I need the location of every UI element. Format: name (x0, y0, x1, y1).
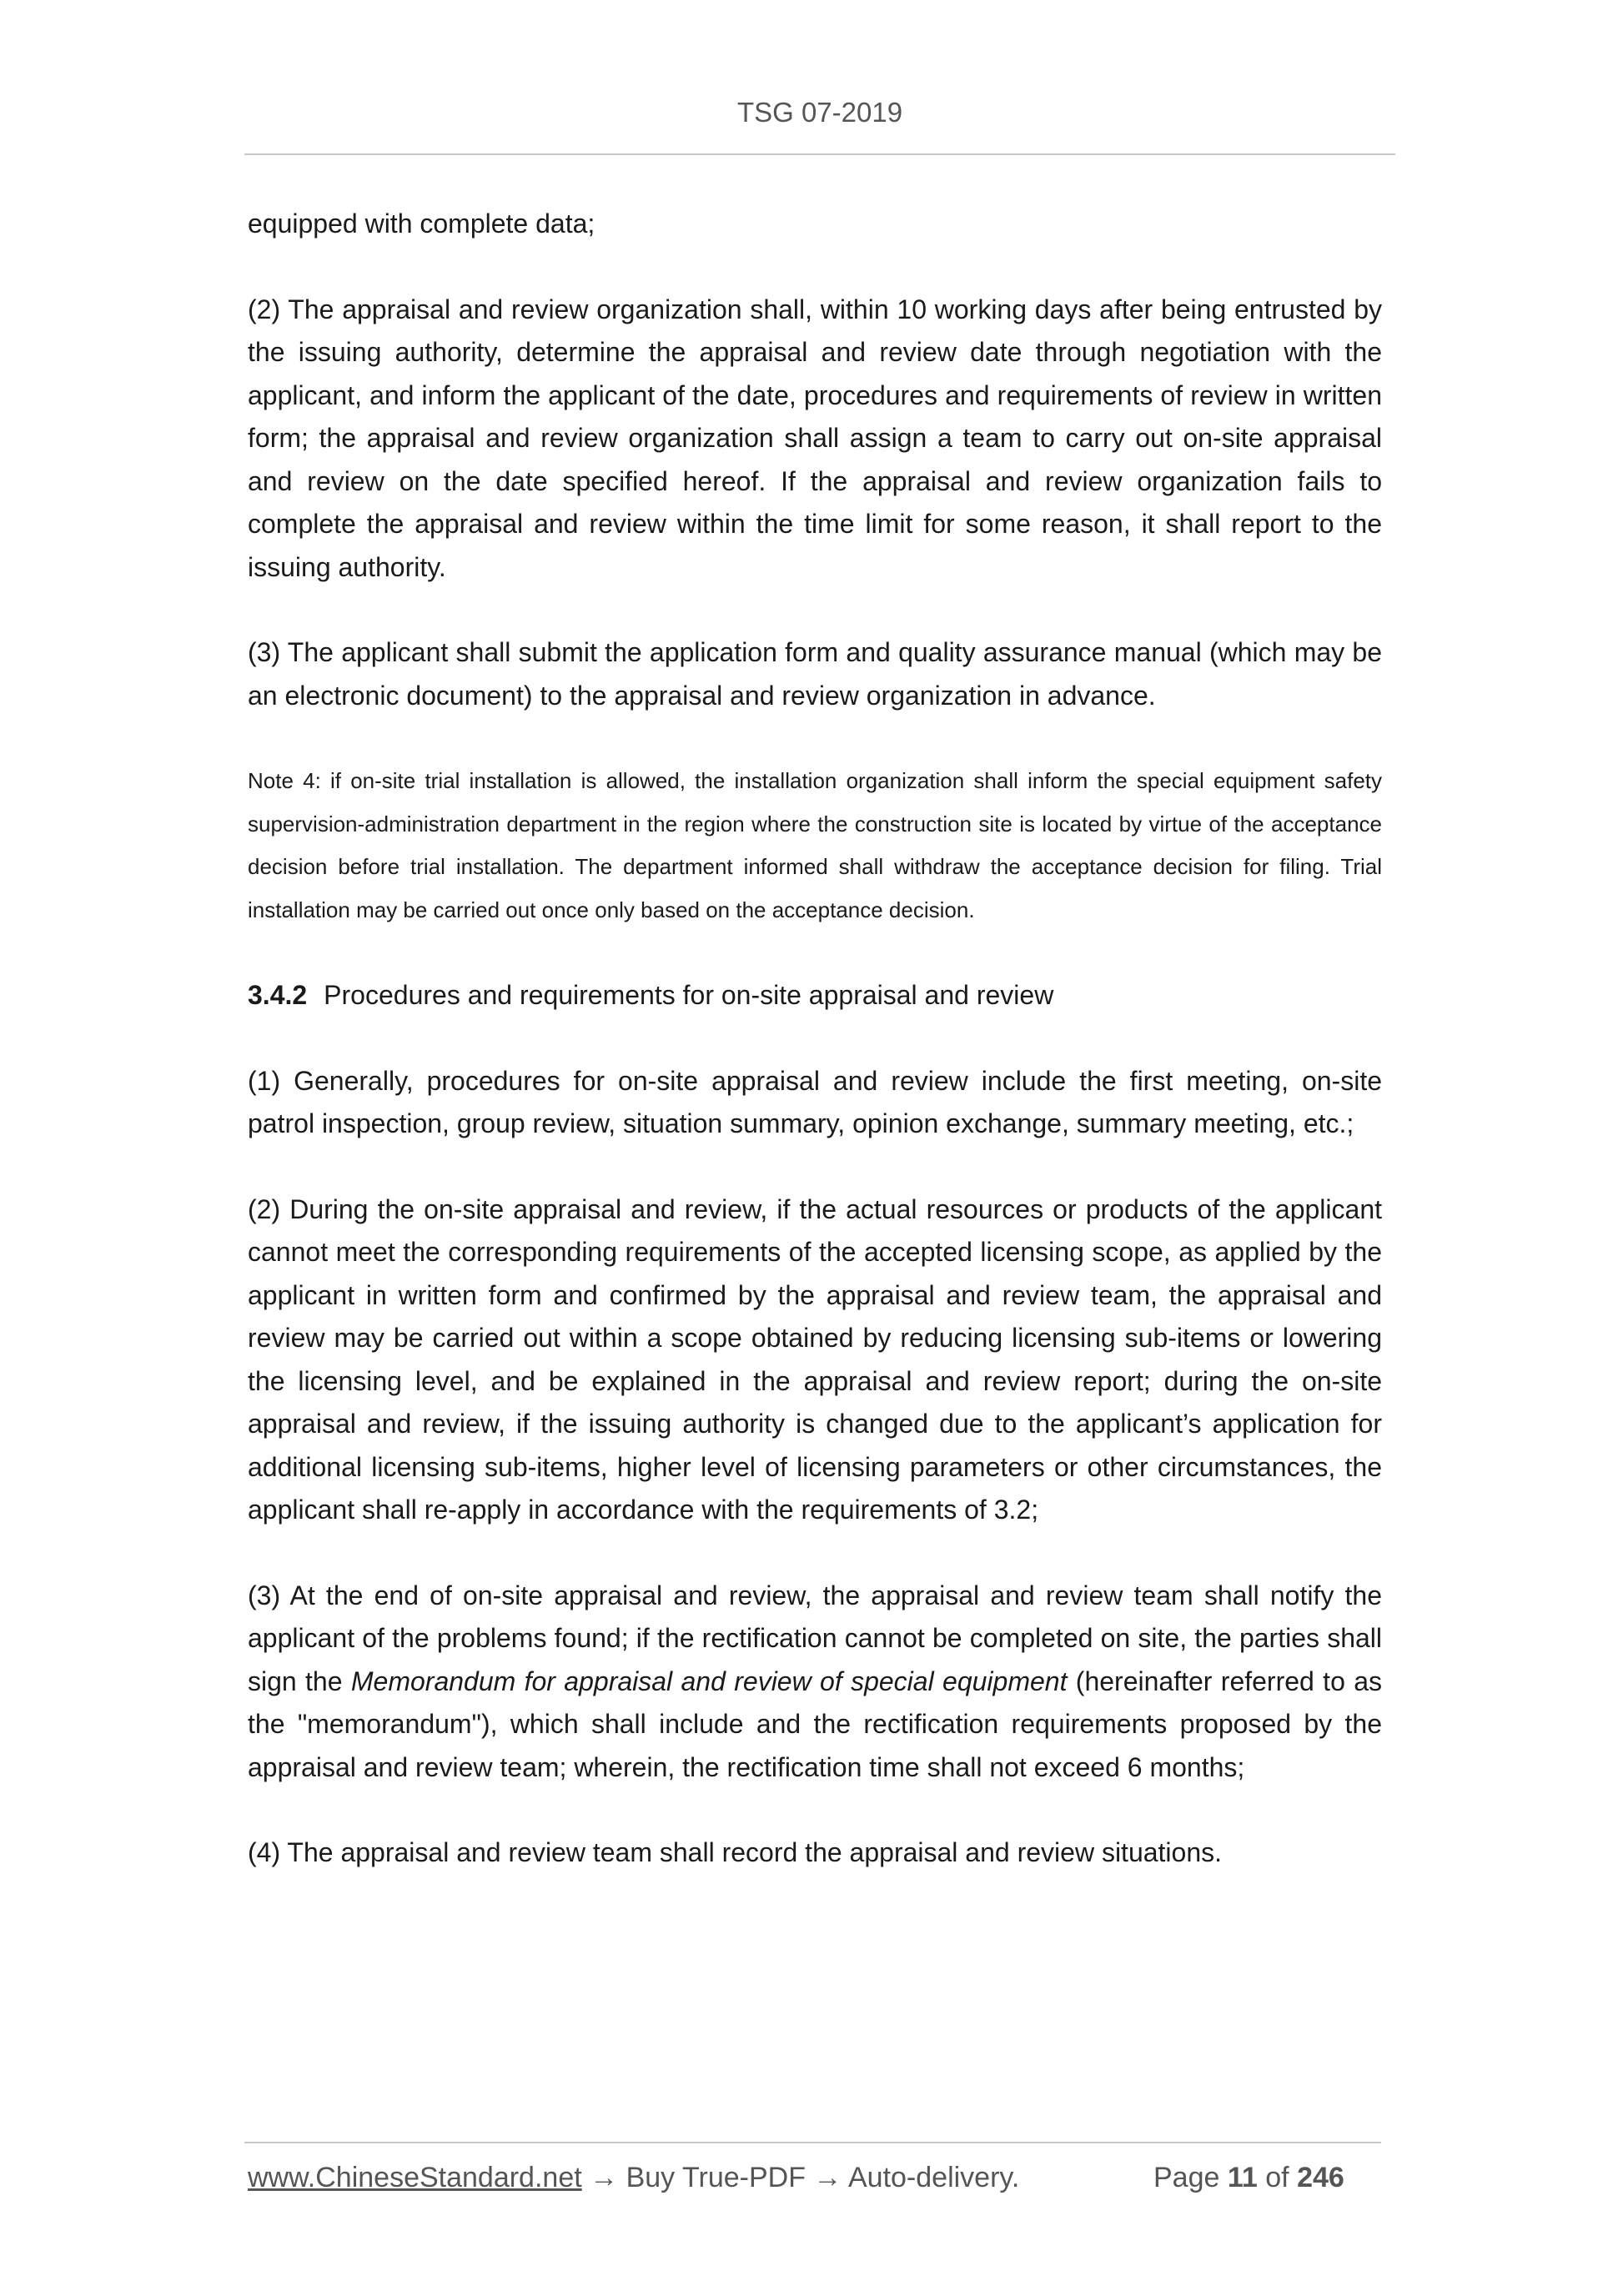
footer-promo (248, 2162, 1019, 2194)
paragraph-procedure-4: (4) The appraisal and review team shall record the appraisal and review situations. (248, 1837, 1223, 1867)
page-indicator (1153, 2162, 1344, 2194)
promo-text: → Buy True-PDF → Auto-delivery. (581, 2162, 1020, 2193)
paragraph-procedure-3 (248, 1575, 1382, 1790)
body-text (248, 203, 1382, 1875)
section-number: 3.4.2 (248, 980, 308, 1010)
site-link[interactable]: www.ChineseStandard.net (248, 2162, 582, 2193)
total-pages: 246 (1297, 2162, 1344, 2193)
paragraph-procedure-3-end: (hereinafter referred to as the "memorandum"), which shall include and the rectification requirements proposed by the appraisal and review team; wherein, the rectification time shall not exceed 6 months; (248, 1665, 1383, 1782)
paragraph-procedure-2: (2) During the on-site appraisal and review, if the actual resources or products of the applicant cannot meet the corresponding requirements of the accepted licensing scope, as applied by the applicant in written form and confirmed by the appraisal and review team, the appraisal and review may be carried out within a scope obtained by reducing licensing sub-items or lowering the licensing level, and be explained in the appraisal and review report; during the on-site appraisal and review, if the issuing authority is changed due to the applicant’s application for additional licensing sub-items, higher level of licensing parameters or other circumstances, the applicant shall re-apply in accordance with the requirements of 3.2; (248, 1193, 1382, 1525)
header-title: TSG 07-2019 (736, 97, 903, 128)
paragraph-item-3: (3) The applicant shall submit the application form and quality assurance manual (which may be an electronic document) to the appraisal and review organization in advance. (248, 637, 1382, 711)
page-label: Page (1153, 2162, 1228, 2193)
footer-divider (244, 2142, 1381, 2143)
paragraph-continuation: equipped with complete data; (248, 208, 595, 239)
section-title: Procedures and requirements for on-site appraisal and review (324, 980, 1054, 1010)
footer (248, 2162, 1382, 2198)
note-4: Note 4: if on-site trial installation is allowed, the installation organization shall inform the special equipment safety supervision-administration department in the region where the construction site is located by virtue of the acceptance decision before trial installation. The department informed shall withdraw the acceptance decision for filing. Trial installation may be carried out once only based on the acceptance decision. (248, 768, 1382, 922)
of-label: of (1257, 2162, 1298, 2193)
section-heading (248, 974, 1382, 1017)
header-divider (244, 153, 1395, 155)
memorandum-title: Memorandum for appraisal and review of special equipment (350, 1665, 1068, 1696)
paragraph-procedure-3-start: (3) At the end of on-site appraisal and review, the appraisal and review team shall notify the applicant of the problems found; if the rectification cannot be completed on site, the parties shall sign the (248, 1580, 1382, 1696)
paragraph-item-2: (2) The appraisal and review organization shall, within 10 working days after being entrusted by the issuing authority, determine the appraisal and review date through negotiation with the applicant, and inform the applicant of the date, procedures and requirements of review in written form; the appraisal and review organization shall assign a team to carry out on-site appraisal and review on the date specified hereof. If the appraisal and review organization fails to complete the appraisal and review within the time limit for some reason, it shall report to the issuing authority. (248, 294, 1382, 582)
page-number: 11 (1227, 2162, 1258, 2193)
paragraph-procedure-1: (1) Generally, procedures for on-site appraisal and review include the first meeting, on-site patrol inspection, group review, situation summary, opinion exchange, summary meeting, etc.; (248, 1065, 1382, 1138)
